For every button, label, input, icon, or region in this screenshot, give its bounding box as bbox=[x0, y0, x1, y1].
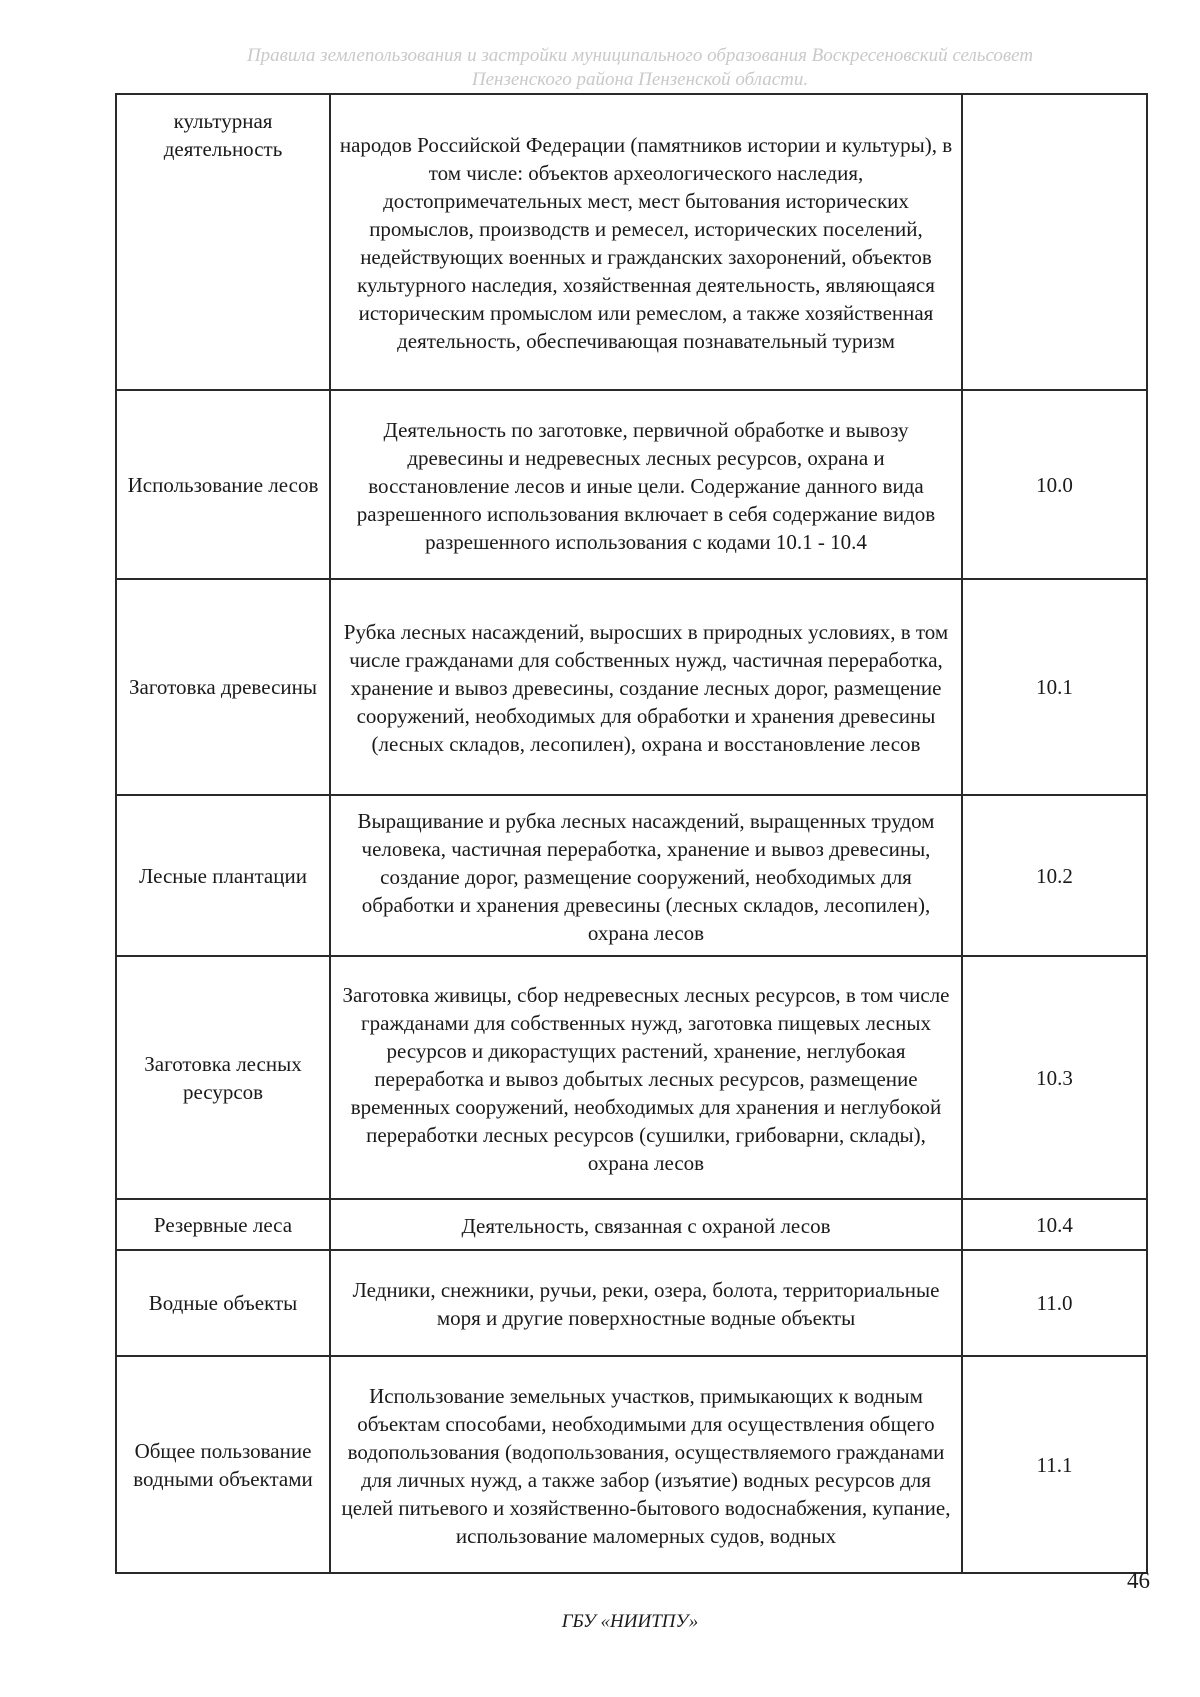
page-header bbox=[150, 44, 1130, 92]
use-type-code: 10.2 bbox=[962, 795, 1147, 956]
use-type-name: Использование лесов bbox=[116, 390, 330, 579]
use-type-code: 11.1 bbox=[962, 1356, 1147, 1573]
use-type-description: Рубка лесных насаждений, выросших в природных условиях, в том числе гражданами для собственных нужд, частичная переработка, хранение и вывоз древесины, создание лесных дорог, размещение сооружений, необходимых для обработки и хранения древесины (лесных складов, лесопилен), охрана и восстановление лесов bbox=[330, 579, 962, 795]
table-row bbox=[116, 390, 1147, 579]
use-type-description: Заготовка живицы, сбор недревесных лесных ресурсов, в том числе гражданами для собственных нужд, заготовка пищевых лесных ресурсов и дикорастущих растений, хранение, неглубокая переработка и вывоз добытых лесных ресурсов, размещение временных сооружений, необходимых для хранения и неглубокой переработки лесных ресурсов (сушилки, грибоварни, склады), охрана лесов bbox=[330, 956, 962, 1199]
table-row bbox=[116, 579, 1147, 795]
page-footer: ГБУ «НИИТПУ» bbox=[561, 1611, 699, 1632]
use-type-description: Выращивание и рубка лесных насаждений, выращенных трудом человека, частичная переработка, хранение и вывоз древесины, создание дорог, размещение сооружений, необходимых для обработки и хранения древесины (лесных складов, лесопилен), охрана лесов bbox=[330, 795, 962, 956]
page-number: 46 bbox=[1127, 1568, 1150, 1593]
use-type-name: Заготовка древесины bbox=[116, 579, 330, 795]
use-type-code: 10.0 bbox=[962, 390, 1147, 579]
table-row bbox=[116, 956, 1147, 1199]
use-type-code: 11.0 bbox=[962, 1250, 1147, 1356]
table-row bbox=[116, 1250, 1147, 1356]
use-type-description: Ледники, снежники, ручьи, реки, озера, болота, территориальные моря и другие поверхностные водные объекты bbox=[330, 1250, 962, 1356]
use-type-code: 10.3 bbox=[962, 956, 1147, 1199]
table-row bbox=[116, 1199, 1147, 1250]
use-type-code: 10.1 bbox=[962, 579, 1147, 795]
use-type-name: Водные объекты bbox=[116, 1250, 330, 1356]
table-row bbox=[116, 1356, 1147, 1573]
use-type-name: Заготовка лесных ресурсов bbox=[116, 956, 330, 1199]
use-type-code bbox=[962, 94, 1147, 390]
use-type-name: Лесные плантации bbox=[116, 795, 330, 956]
land-use-table bbox=[115, 93, 1148, 1574]
use-type-description: народов Российской Федерации (памятников истории и культуры), в том числе: объектов археологического наследия, достопримечательных мест, мест бытования исторических промыслов, производств и ремесел, исторических поселений, недействующих военных и гражданских захоронений, объектов культурного наследия, хозяйственная деятельность, являющаяся историческим промыслом или ремеслом, а также хозяйственная деятельность, обеспечивающая познавательный туризм bbox=[330, 94, 962, 390]
use-type-description: Деятельность, связанная с охраной лесов bbox=[330, 1199, 962, 1250]
header-line-2: Пензенского района Пензенской области. bbox=[471, 69, 809, 90]
table-row bbox=[116, 94, 1147, 390]
table-row bbox=[116, 795, 1147, 956]
use-type-code: 10.4 bbox=[962, 1199, 1147, 1250]
use-type-description: Использование земельных участков, примыкающих к водным объектам способами, необходимыми для осуществления общего водопользования (водопользования, осуществляемого гражданами для личных нужд, а также забор (изъятие) водных ресурсов для целей питьевого и хозяйственно-бытового водоснабжения, купание, использование маломерных судов, водных bbox=[330, 1356, 962, 1573]
use-type-description: Деятельность по заготовке, первичной обработке и вывозу древесины и недревесных лесных ресурсов, охрана и восстановление лесов и иные цели. Содержание данного вида разрешенного использования включает в себя содержание видов разрешенного использования с кодами 10.1 - 10.4 bbox=[330, 390, 962, 579]
use-type-name: Общее пользование водными объектами bbox=[116, 1356, 330, 1573]
header-line-1: Правила землепользования и застройки муниципального образования Воскресеновский сельсовет bbox=[246, 45, 1034, 66]
use-type-name: Резервные леса bbox=[116, 1199, 330, 1250]
use-type-name: культурная деятельность bbox=[116, 94, 330, 390]
